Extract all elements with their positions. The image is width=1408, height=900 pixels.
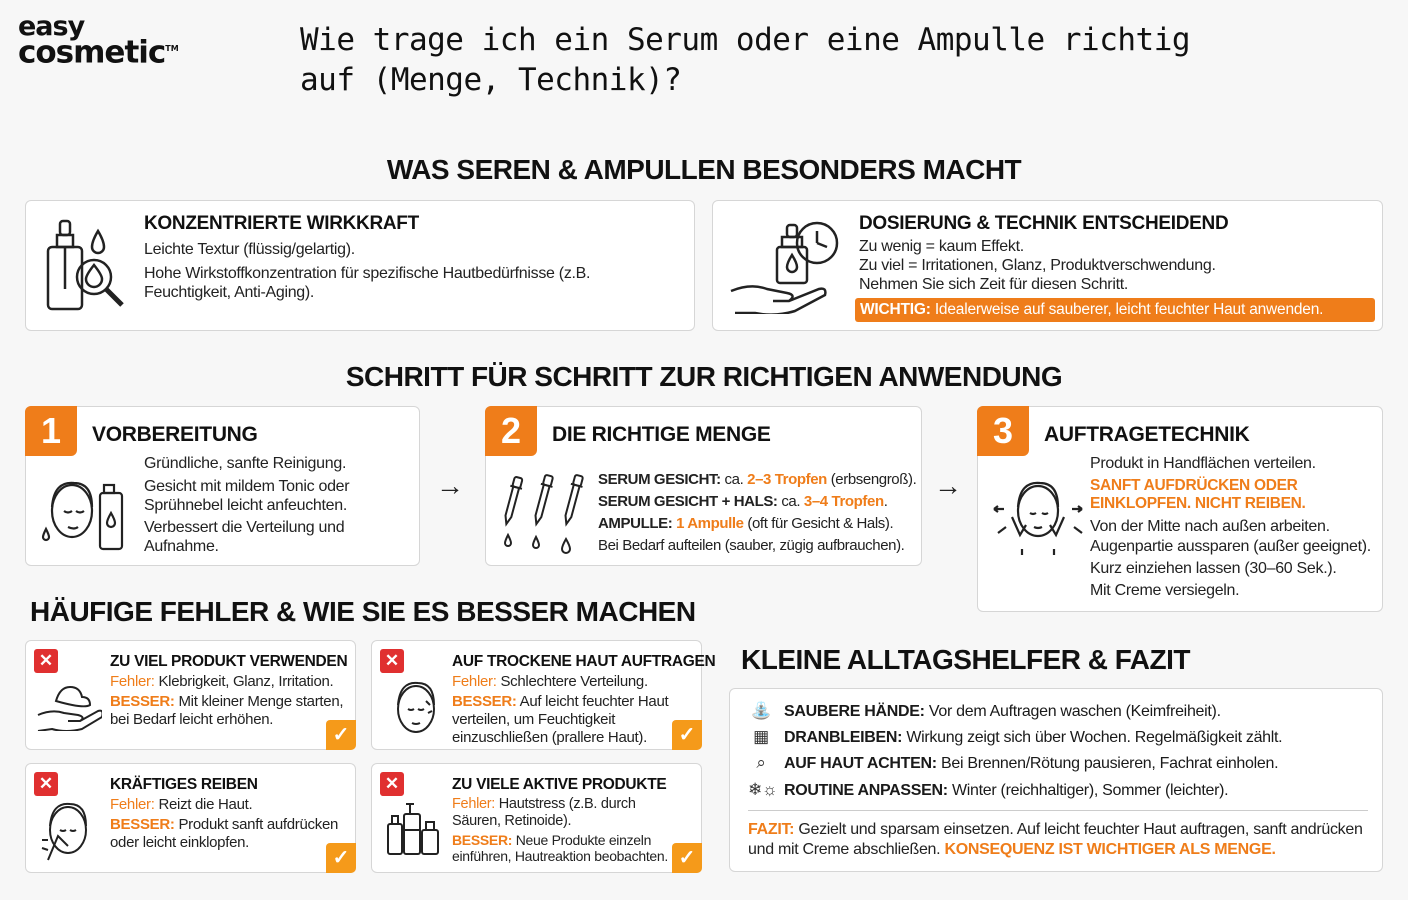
serum-bottle-magnifier-icon — [44, 219, 134, 314]
r2-value: 3–4 Tropfen — [803, 493, 884, 510]
step3-line1: Produkt in Handflächen verteilen. — [1090, 455, 1316, 472]
x-badge-icon: ✕ — [380, 649, 404, 673]
mistake3-fehler-label: Fehler: — [110, 796, 155, 813]
mistake-card-2 — [371, 640, 716, 750]
mistake3-fehler: Reizt die Haut. — [158, 796, 253, 813]
mistake4-besser: Neue Produkte einzeln einführen, Hautreaktion beobachten. — [452, 832, 668, 864]
logo-tm: TM — [165, 44, 179, 53]
r2-label: SERUM GESICHT + HALS: — [598, 493, 778, 510]
step3-line3: Augenpartie aussparen (außer geeignet). — [1090, 538, 1371, 555]
section2-heading: SCHRITT FÜR SCHRITT ZUR RICHTIGEN ANWENDUNG — [345, 361, 1063, 392]
card2-title: DOSIERUNG & TECHNIK ENTSCHEIDEND — [859, 213, 1229, 234]
step1-line3: Verbessert die Verteilung und Aufnahme. — [144, 519, 345, 555]
x-badge-icon: ✕ — [34, 649, 58, 673]
hand-cream-icon — [36, 681, 102, 731]
droppers-icon — [498, 473, 588, 555]
fazit-label: FAZIT: — [748, 821, 795, 838]
step3-highlight: SANFT AUFDRÜCKEN ODER EINKLOPFEN. NICHT REIBEN. — [1090, 477, 1306, 512]
brand-logo — [18, 11, 179, 71]
check-badge-icon: ✓ — [326, 843, 356, 873]
step1-line1: Gründliche, sanfte Reinigung. — [144, 455, 347, 472]
mistake3-besser-label: BESSER: — [110, 816, 175, 833]
mistake2-title: AUF TROCKENE HAUT AUFTRAGEN — [452, 653, 716, 670]
x-badge-icon: ✕ — [34, 772, 58, 796]
card-konzentrierte-wirkkraft — [25, 200, 695, 331]
mistake2-besser-label: BESSER: — [452, 693, 517, 710]
dropper-hand-clock-icon — [727, 219, 842, 314]
fazit — [748, 820, 1376, 860]
section1-heading: WAS SEREN & AMPULLEN BESONDERS MACHT — [386, 154, 1022, 185]
mistake-card-1 — [25, 640, 356, 750]
step3-number: 3 — [977, 406, 1029, 456]
mistake1-title: ZU VIEL PRODUKT VERWENDEN — [110, 653, 348, 670]
mistake-card-3 — [25, 763, 356, 873]
r1-label: SERUM GESICHT: — [598, 471, 721, 488]
arrow-step2-step3: → — [934, 470, 962, 501]
r3-label: AMPULLE: — [598, 515, 673, 532]
mistake2-besser: Auf leicht feuchter Haut verteilen, um Feuchtigkeit einzuschließen (prallere Haut). — [452, 693, 669, 746]
mistake-card-4 — [371, 763, 702, 873]
helper2-text: Wirkung zeigt sich über Wochen. Regelmäßigkeit zählt. — [906, 729, 1283, 746]
step2-amounts — [598, 469, 916, 557]
step3-card — [977, 406, 1383, 612]
step1-title: VORBEREITUNG — [92, 423, 258, 446]
card2-line2: Zu viel = Irritationen, Glanz, Produktverschwendung. — [859, 257, 1216, 274]
product-bottles-icon — [384, 800, 444, 856]
question-title: Wie trage ich ein Serum oder eine Ampulle richtig auf (Menge, Technik)? — [300, 22, 1191, 98]
mistake1-besser-label: BESSER: — [110, 693, 175, 710]
mistake3-title: KRÄFTIGES REIBEN — [110, 776, 258, 793]
important-banner — [855, 298, 1375, 322]
r1-pre: ca. — [724, 471, 744, 488]
step1-number: 1 — [25, 406, 77, 456]
r3-value: 1 Ampulle — [676, 515, 744, 532]
mistake2-fehler: Schlechtere Verteilung. — [500, 673, 648, 690]
card2-line3: Nehmen Sie sich Zeit für diesen Schritt. — [859, 276, 1129, 293]
check-badge-icon: ✓ — [672, 843, 702, 873]
helper4-label: ROUTINE ANPASSEN: — [784, 782, 948, 799]
step1-card — [25, 406, 420, 566]
r4-text: Bei Bedarf aufteilen (sauber, zügig aufbrauchen). — [598, 537, 905, 554]
calendar-icon: ▦ — [753, 727, 769, 746]
card1-line2: Hohe Wirkstoffkonzentration für spezifische Hautbedürfnisse (z.B. Feuchtigkeit, Anti-Aging). — [144, 265, 591, 301]
helper3-label: AUF HAUT ACHTEN: — [784, 755, 937, 772]
fazit-text: Gezielt und sparsam einsetzen. Auf leicht feuchter Haut auftragen, sanft andrücken und mit Creme abschließen. — [748, 821, 1363, 858]
face-pat-icon — [990, 473, 1086, 557]
r1-value: 2–3 Tropfen — [747, 471, 827, 488]
mistake2-fehler-label: Fehler: — [452, 673, 497, 690]
mistake4-fehler-label: Fehler: — [452, 796, 496, 812]
r3-post: (oft für Gesicht & Hals). — [747, 515, 894, 532]
mistake1-fehler: Klebrigkeit, Glanz, Irritation. — [158, 673, 334, 690]
logo-line2: cosmetic — [18, 34, 166, 71]
fazit-emphasis: KONSEQUENZ IST WICHTIGER ALS MENGE. — [944, 841, 1276, 858]
card2-line1: Zu wenig = kaum Effekt. — [859, 238, 1024, 255]
step2-number: 2 — [485, 406, 537, 456]
arrow-step1-step2: → — [436, 470, 464, 501]
step3-line4: Kurz einziehen lassen (30–60 Sek.). — [1090, 560, 1337, 577]
mistake1-besser: Mit kleiner Menge starten, bei Bedarf leicht erhöhen. — [110, 693, 344, 728]
step2-card — [485, 406, 922, 566]
logo-line1: easy — [18, 11, 85, 42]
mistake4-fehler: Hautstress (z.B. durch Säuren, Retinoide). — [452, 796, 636, 829]
helper3-text: Bei Brennen/Rötung pausieren, Fachrat einholen. — [940, 755, 1279, 772]
mistake1-fehler-label: Fehler: — [110, 673, 155, 690]
important-label: WICHTIG: — [860, 301, 931, 318]
magnifier-icon: ⌕ — [756, 753, 766, 772]
card-dosierung-technik — [712, 200, 1383, 331]
helper2-label: DRANBLEIBEN: — [784, 729, 903, 746]
step3-title: AUFTRAGETECHNIK — [1044, 423, 1250, 446]
section3-heading: HÄUFIGE FEHLER & WIE SIE ES BESSER MACHEN — [30, 596, 696, 627]
step3-line2: Von der Mitte nach außen arbeiten. — [1090, 518, 1330, 535]
helper4-text: Winter (reichhaltiger), Sommer (leichter). — [951, 782, 1229, 799]
step3-line5: Mit Creme versiegeln. — [1090, 582, 1240, 599]
r2-pre: ca. — [781, 493, 801, 510]
check-badge-icon: ✓ — [326, 720, 356, 750]
step2-title: DIE RICHTIGE MENGE — [552, 423, 771, 446]
card1-title: KONZENTRIERTE WIRKKRAFT — [144, 213, 419, 234]
important-text: Idealerweise auf sauberer, leicht feuchter Haut anwenden. — [934, 301, 1324, 318]
r1-post: (erbsengroß). — [830, 471, 917, 488]
dry-face-icon — [388, 675, 444, 741]
mistake3-besser: Produkt sanft aufdrücken oder leicht einklopfen. — [110, 816, 339, 851]
x-badge-icon: ✕ — [380, 772, 404, 796]
snow-sun-icon: ❄☼ — [748, 780, 778, 799]
card1-line1: Leichte Textur (flüssig/gelartig). — [144, 241, 355, 258]
hand-wash-icon: ⛲ — [750, 701, 772, 720]
helpers-card — [729, 688, 1383, 872]
face-rubbing-icon — [38, 798, 98, 864]
section4-heading: KLEINE ALLTAGSHELFER & FAZIT — [741, 644, 1191, 675]
check-badge-icon: ✓ — [672, 720, 702, 750]
step1-line2: Gesicht mit mildem Tonic oder Sprühnebel leicht anfeuchten. — [144, 478, 350, 514]
mistake4-title: ZU VIELE AKTIVE PRODUKTE — [452, 776, 667, 793]
divider — [748, 810, 1368, 811]
mistake4-besser-label: BESSER: — [452, 832, 513, 848]
face-spray-icon — [40, 473, 132, 553]
helper1-text: Vor dem Auftragen waschen (Keimfreiheit). — [928, 703, 1221, 720]
r2-post: . — [883, 493, 888, 510]
helper1-label: SAUBERE HÄNDE: — [784, 703, 925, 720]
